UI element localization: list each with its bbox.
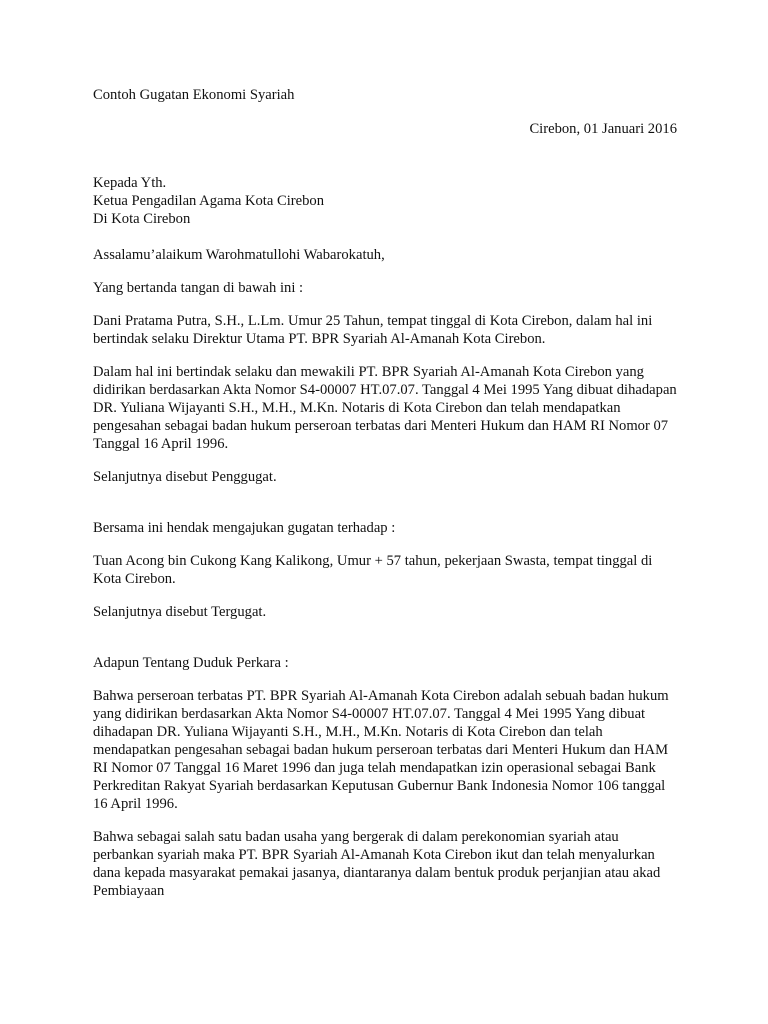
letter-page	[93, 86, 683, 914]
recipient-line-3: Di Kota Cirebon	[93, 211, 191, 227]
place-date: Cirebon, 01 Januari 2016	[529, 121, 677, 137]
case-paragraph-2: Bahwa sebagai salah satu badan usaha yang bergerak di dalam perekonomian syariah atau perbankan syariah maka PT. BPR Syariah Al-Amanah Kota Cirebon ikut dan telah menyalurkan dana kepada masyarakat pemakai jasanya, diantaranya dalam bentuk produk perjanjian atau akad Pembiayaan	[93, 829, 661, 899]
greeting: Assalamu’alaikum Warohmatullohi Wabarokatuh,	[93, 247, 385, 263]
recipient-line-2: Ketua Pengadilan Agama Kota Cirebon	[93, 193, 325, 209]
plaintiff-capacity-paragraph: Dalam hal ini bertindak selaku dan mewakili PT. BPR Syariah Al-Amanah Kota Cirebon yang didirikan berdasarkan Akta Nomor S4-00007 HT.07.07. Tanggal 4 Mei 1995 Yang dibuat dihadapan DR. Yuliana Wijayanti S.H., M.H., M.Kn. Notaris di Kota Cirebon dan telah mendapatkan pengesahan sebagai badan hukum perseroan terbatas dari Menteri Hukum dan HAM RI Nomor 07 Tanggal 16 April 1996.	[93, 364, 677, 452]
recipient-block	[93, 174, 683, 228]
defendant-label: Selanjutnya disebut Tergugat.	[93, 604, 267, 620]
plaintiff-identity-paragraph: Dani Pratama Putra, S.H., L.Lm. Umur 25 Tahun, tempat tinggal di Kota Cirebon, dalam hal ini bertindak selaku Direktur Utama PT. BPR Syariah Al-Amanah Kota Cirebon.	[93, 313, 653, 347]
defendant-identity-paragraph: Tuan Acong bin Cukong Kang Kalikong, Umur + 57 tahun, pekerjaan Swasta, tempat tinggal di Kota Cirebon.	[93, 553, 653, 587]
case-heading: Adapun Tentang Duduk Perkara :	[93, 655, 289, 671]
against-intro: Bersama ini hendak mengajukan gugatan terhadap :	[93, 520, 396, 536]
document-title: Contoh Gugatan Ekonomi Syariah	[93, 87, 295, 103]
intro-line: Yang bertanda tangan di bawah ini :	[93, 280, 304, 296]
plaintiff-label: Selanjutnya disebut Penggugat.	[93, 469, 277, 485]
recipient-line-1: Kepada Yth.	[93, 175, 167, 191]
case-paragraph-1: Bahwa perseroan terbatas PT. BPR Syariah Al-Amanah Kota Cirebon adalah sebuah badan hukum yang didirikan berdasarkan Akta Nomor S4-00007 HT.07.07. Tanggal 4 Mei 1995 Yang dibuat dihadapan DR. Yuliana Wijayanti S.H., M.H., M.Kn. Notaris di Kota Cirebon dan telah mendapatkan pengesahan sebagai badan hukum perseroan terbatas dari Menteri Hukum dan HAM RI Nomor 07 Tanggal 16 Maret 1996 dan juga telah mendapatkan izin operasional sebagai Bank Perkreditan Rakyat Syariah berdasarkan Keputusan Gubernur Bank Indonesia Nomor 106 tanggal 16 April 1996.	[93, 688, 669, 812]
